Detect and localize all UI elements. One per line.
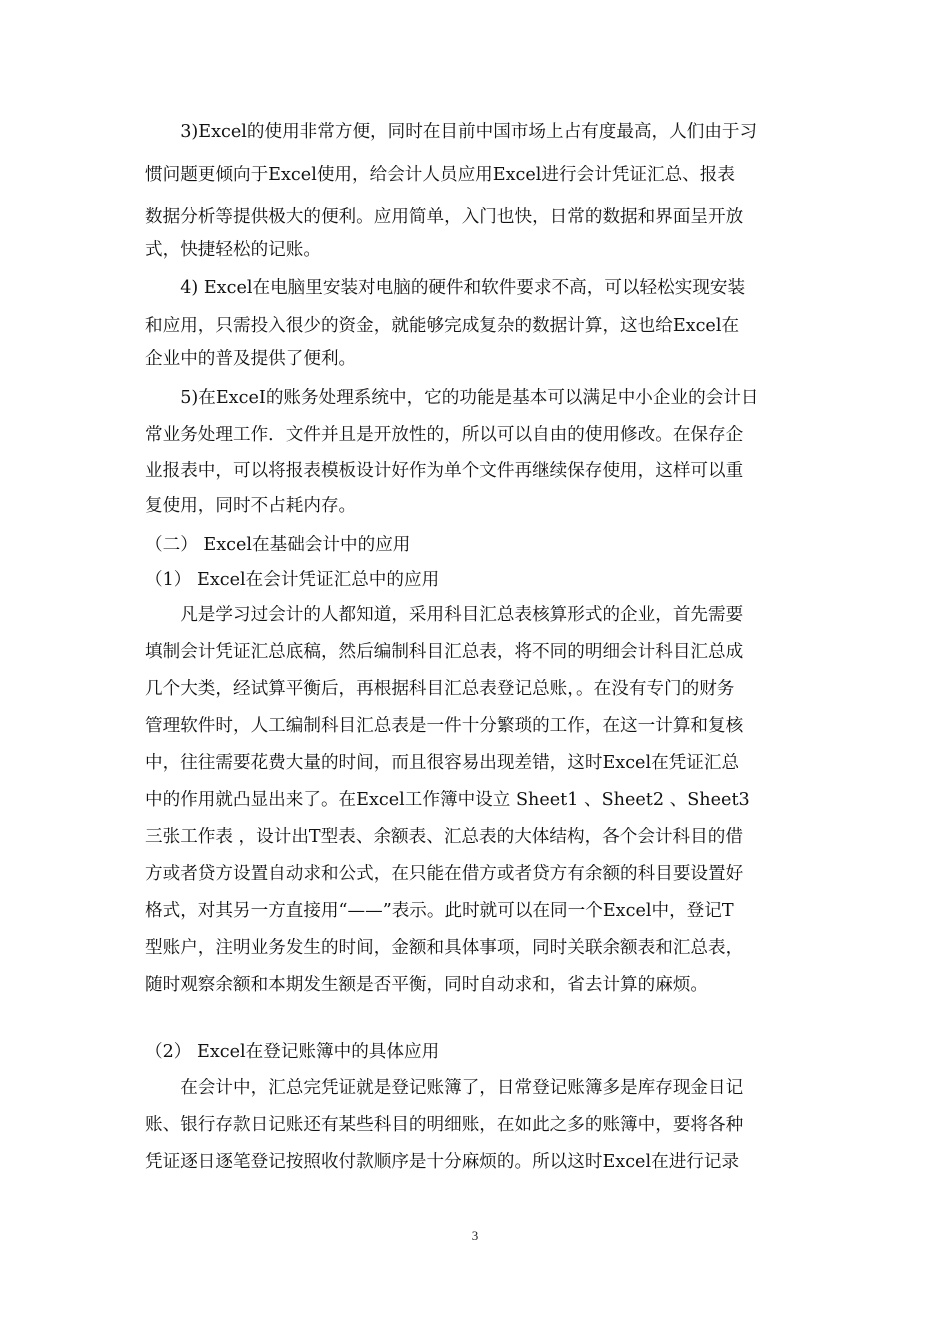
text-line: 三张工作表 ，设计出T型表、余额表、汇总表的大体结构，各个会计科目的借 xyxy=(145,827,743,847)
subsection-heading: （1） Excel在会计凭证汇总中的应用 xyxy=(145,570,440,590)
text-line: 填制会计凭证汇总底稿，然后编制科目汇总表，将不同的明细会计科目汇总成 xyxy=(145,642,744,662)
text-line: 凡是学习过会计的人都知道，采用科目汇总表核算形式的企业，首先需要 xyxy=(145,605,744,625)
text-line: 几个大类，经试算平衡后，再根据科目汇总表登记总账，。在没有专门的财务 xyxy=(145,679,735,699)
text-line: 常业务处理工作．文件并且是开放性的，所以可以自由的使用修改。在保存企 xyxy=(145,425,744,445)
text-line: 数据分析等提供极大的便利。应用简单，入门也快，日常的数据和界面呈开放 xyxy=(145,207,744,227)
text-line: 复使用，同时不占耗内存。 xyxy=(145,496,357,516)
text-line: 账、银行存款日记账还有某些科目的明细账，在如此之多的账簿中，要将各种 xyxy=(145,1115,744,1135)
text-line: 中，往往需要花费大量的时间，而且很容易出现差错，这时Excel在凭证汇总 xyxy=(145,753,740,773)
text-line: 随时观察余额和本期发生额是否平衡，同时自动求和，省去计算的麻烦。 xyxy=(145,975,709,995)
section-heading: （二） Excel在基础会计中的应用 xyxy=(145,535,411,555)
text-line: 型账户，注明业务发生的时间，金额和具体事项，同时关联余额表和汇总表， xyxy=(145,938,744,958)
text-line: 业报表中，可以将报表模板设计好作为单个文件再继续保存使用，这样可以重 xyxy=(145,461,744,481)
page-number: 3 xyxy=(471,1228,479,1243)
text-line: 和应用，只需投入很少的资金，就能够完成复杂的数据计算，这也给Excel在 xyxy=(145,316,740,336)
text-line: 在会计中，汇总完凭证就是登记账簿了，日常登记账簿多是库存现金日记 xyxy=(145,1078,744,1098)
text-line: 格式，对其另一方直接用“——”表示。此时就可以在同一个Excel中，登记T xyxy=(145,901,734,921)
text-line: 管理软件时，人工编制科目汇总表是一件十分繁琐的工作，在这一计算和复核 xyxy=(145,716,744,736)
subsection-heading: （2） Excel在登记账簿中的具体应用 xyxy=(145,1042,440,1062)
text-line: 3)Excel的使用非常方便，同时在目前中国市场上占有度最高，人们由于习 xyxy=(145,122,758,142)
text-line: 中的作用就凸显出来了。在Excel工作簿中设立 Sheet1 、Sheet2 、Sheet3 xyxy=(145,790,750,810)
text-line: 式，快捷轻松的记账。 xyxy=(145,240,321,260)
text-line: 5)在ExceI的账务处理系统中，它的功能是基本可以满足中小企业的会计日 xyxy=(145,388,759,408)
text-line: 企业中的普及提供了便利。 xyxy=(145,349,357,369)
text-line: 方或者贷方设置自动求和公式，在只能在借方或者贷方有余额的科目要设置好 xyxy=(145,864,744,884)
text-line: 惯问题更倾向于Excel使用，给会计人员应用Excel进行会计凭证汇总、报表 xyxy=(145,165,735,185)
text-line: 4) Excel在电脑里安装对电脑的硬件和软件要求不高，可以轻松实现安装 xyxy=(145,278,746,298)
text-line: 凭证逐日逐笔登记按照收付款顺序是十分麻烦的。所以这时Excel在进行记录 xyxy=(145,1152,740,1172)
